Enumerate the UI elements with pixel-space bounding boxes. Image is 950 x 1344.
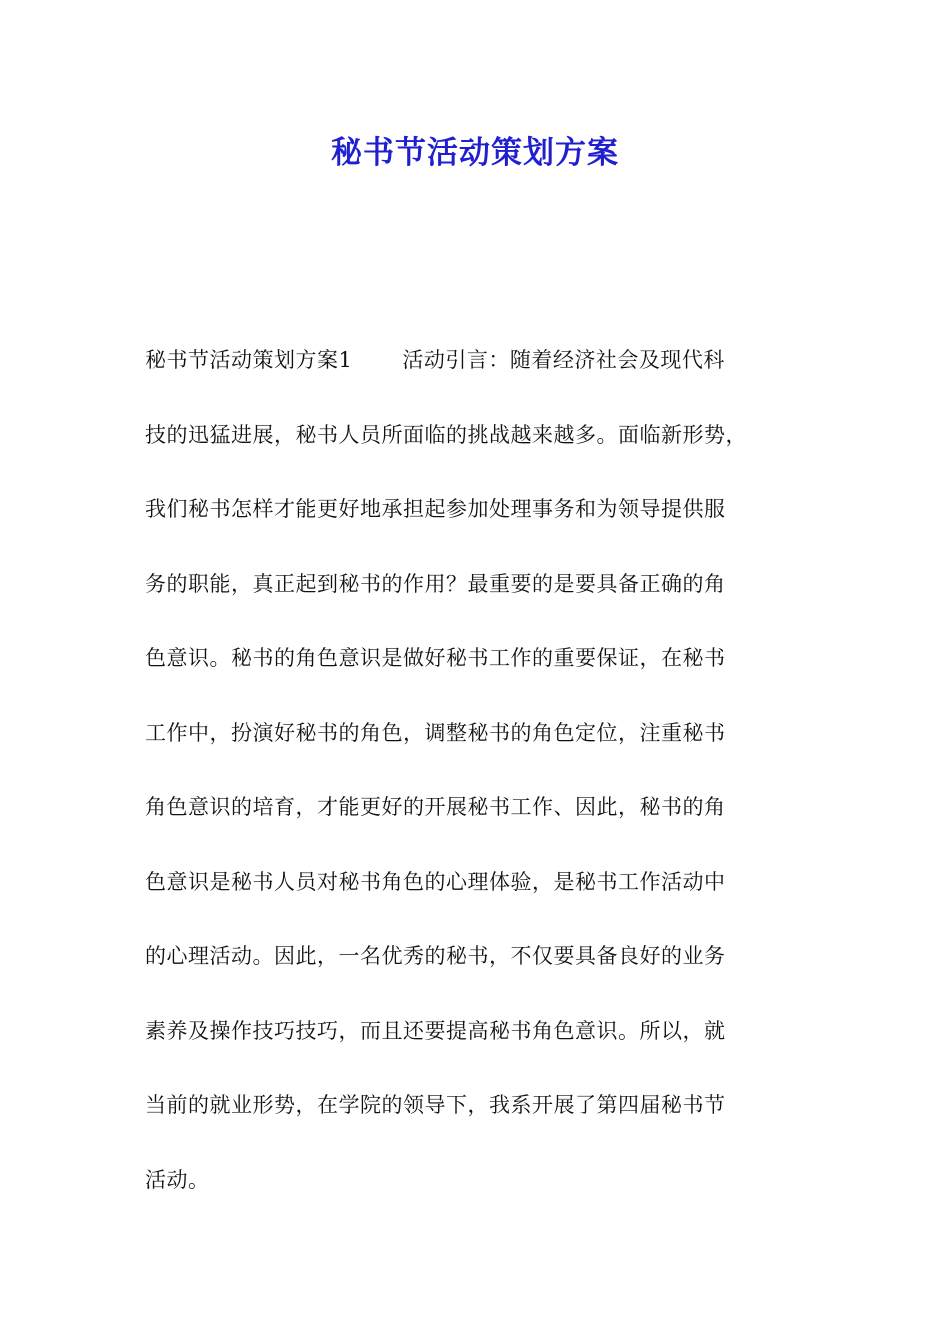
paragraph-line-1 [145,337,825,412]
paragraph-line-5: 色意识。秘书的角色意识是做好秘书工作的重要保证，在秘书 [145,646,726,670]
paragraph-line-text: 活动引言：随着经济社会及现代科 [402,348,725,372]
paragraph-line-4: 务的职能，真正起到秘书的作用？最重要的是要具备正确的角 [145,571,726,596]
paragraph-line-8: 色意识是秘书人员对秘书角色的心理体验，是秘书工作活动中 [145,869,726,894]
body-paragraph [145,337,825,1231]
paragraph-line-10: 素养及操作技巧技巧，而且还要提高秘书角色意识。所以，就 [145,1018,726,1043]
paragraph-line-12: 活动。 [145,1167,210,1192]
section-heading-inline: 秘书节活动策划方案1 [145,348,353,372]
paragraph-line-2: 技的迅猛进展，秘书人员所面临的挑战越来越多。面临新形势， [145,422,747,447]
paragraph-line-7: 角色意识的培育，才能更好的开展秘书工作、因此，秘书的角 [145,795,726,819]
paragraph-line-11: 当前的就业形势，在学院的领导下，我系开展了第四届秘书节 [145,1093,726,1117]
paragraph-line-3: 我们秘书怎样才能更好地承担起参加处理事务和为领导提供服 [145,497,726,521]
paragraph-line-6: 工作中，扮演好秘书的角色，调整秘书的角色定位，注重秘书 [145,720,726,745]
document-title: 秘书节活动策划方案 [331,135,619,171]
paragraph-line-9: 的心理活动。因此，一名优秀的秘书，不仅要具备良好的业务 [145,944,726,968]
